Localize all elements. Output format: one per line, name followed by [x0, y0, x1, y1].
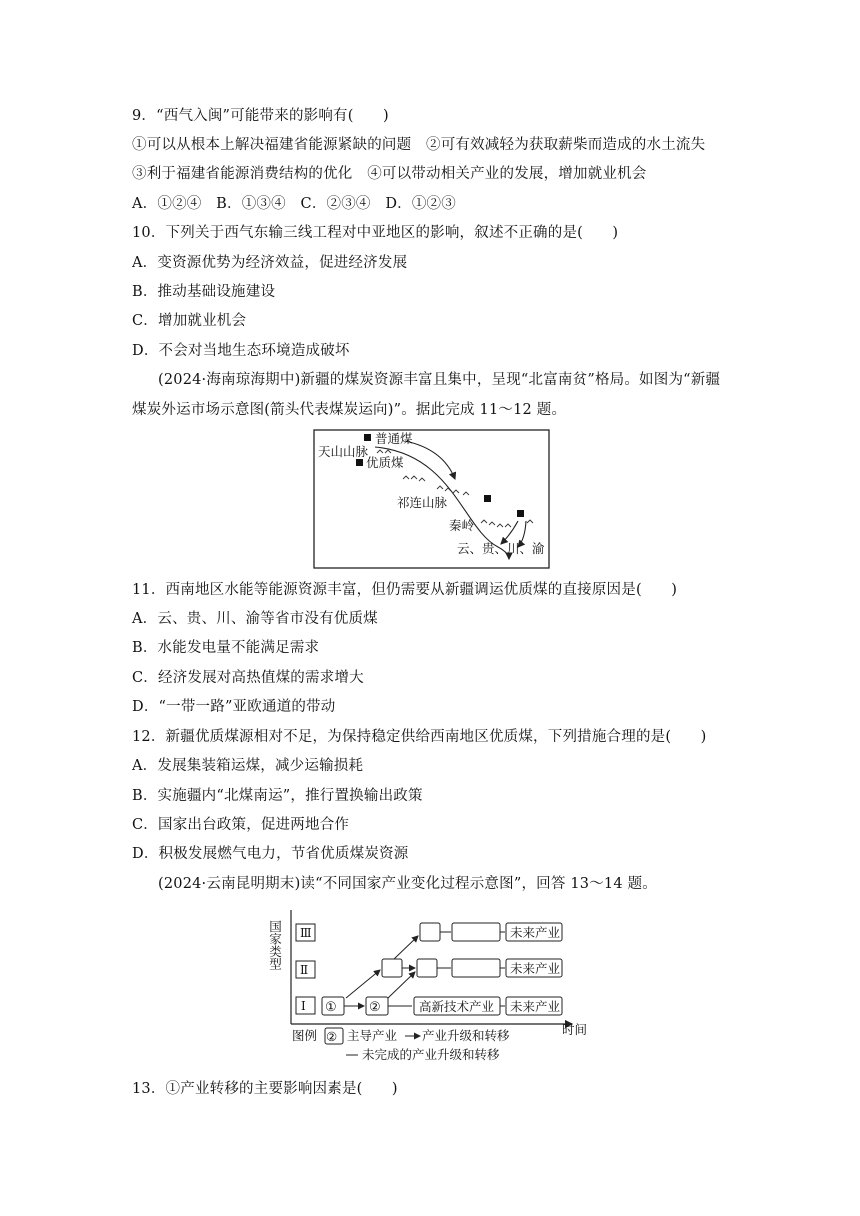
row-label-2: Ⅱ: [300, 963, 309, 977]
industry-change-diagram: [267, 906, 612, 1066]
box-future-1-label: 未来产业: [510, 999, 561, 1014]
legend-main-industry: 主导产业: [347, 1028, 398, 1043]
box-iii-b: [452, 923, 500, 941]
legend-symbol: ②: [326, 1029, 338, 1044]
x-axis-label: 时间: [562, 1022, 588, 1037]
row-label-1: Ⅰ: [301, 999, 306, 1013]
q12-option-d: D．积极发展燃气电力，节省优质煤炭资源: [132, 846, 409, 862]
label-qilian: 祁连山脉: [397, 495, 448, 510]
q9-statement-2: ③利于福建省能源消费结构的优化 ④可以带动相关产业的发展，增加就业机会: [132, 166, 647, 182]
label-tianshan: 天山山脉: [318, 444, 369, 459]
box-hitech-label: 高新技术产业: [419, 999, 495, 1014]
coal-site-1: [364, 434, 371, 441]
q10-option-b: B．推动基础设施建设: [132, 284, 276, 300]
q9-stem: 9．“西气入闽”可能带来的影响有( ): [132, 108, 389, 124]
coal-site-4: [517, 510, 524, 517]
legend-arrow-text: 产业升级和转移: [422, 1028, 510, 1043]
q9-statement-1: ①可以从根本上解决福建省能源紧缺的问题 ②可有效减轻为获取薪柴而造成的水土流失: [132, 137, 706, 153]
label-destination: 云、贵、川、渝: [457, 541, 545, 556]
q10-option-d: D．不会对当地生态环境造成破坏: [132, 343, 350, 359]
y-axis-label: [268, 920, 283, 970]
box-2-label: ②: [369, 1000, 381, 1015]
box-1-label: ①: [325, 1000, 337, 1015]
q12-option-c: C．国家出台政策，促进两地合作: [132, 817, 350, 833]
row-label-3: Ⅲ: [300, 926, 312, 940]
q12-option-a: A．发展集装箱运煤，减少运输损耗: [132, 758, 364, 774]
label-quality-coal: 优质煤: [366, 455, 404, 470]
box-ii-a: [382, 959, 402, 977]
q12-stem: 12．新疆优质煤源相对不足，为保持稳定供给西南地区优质煤，下列措施合理的是( ): [132, 729, 707, 745]
box-iii-a: [420, 923, 440, 941]
q10-option-a: A．变资源优势为经济效益，促进经济发展: [132, 255, 408, 271]
coal-site-2: [356, 459, 363, 466]
coal-site-3: [484, 495, 491, 502]
label-qinling: 秦岭: [449, 518, 475, 533]
q11-option-d: D．“一带一路”亚欧通道的带动: [132, 699, 336, 715]
legend-title: 图例: [292, 1028, 318, 1043]
box-ii-b: [417, 959, 437, 977]
q9-options: A．①②④ B．①③④ C．②③④ D．①②③: [132, 196, 456, 212]
q10-stem: 10．下列关于西气东输三线工程对中亚地区的影响，叙述不正确的是( ): [132, 225, 619, 241]
svg-text:国家类型: 国家类型: [267, 920, 283, 970]
coal-transport-map: [313, 429, 550, 569]
q11-stem: 11．西南地区水能等能源资源丰富，但仍需要从新疆调运优质煤的直接原因是( ): [132, 582, 678, 598]
legend-line-text: 未完成的产业升级和转移: [362, 1047, 500, 1062]
q13-stem: 13．①产业转移的主要影响因素是( ): [132, 1081, 398, 1097]
label-ordinary-coal: 普通煤: [375, 431, 413, 446]
q10-option-c: C．增加就业机会: [132, 313, 247, 329]
box-ii-c: [452, 959, 500, 977]
box-future-2-label: 未来产业: [510, 961, 561, 976]
intro-11-12-line1: (2024·海南琼海期中)新疆的煤炭资源丰富且集中，呈现“北富南贫”格局。如图为“新疆: [158, 372, 721, 388]
intro-11-12-line2: 煤炭外运市场示意图(箭头代表煤炭运向)”。据此完成 11～12 题。: [132, 402, 567, 418]
q12-option-b: B．实施疆内“北煤南运”，推行置换输出政策: [132, 788, 423, 804]
q11-option-c: C．经济发展对高热值煤的需求增大: [132, 670, 364, 686]
q11-option-b: B．水能发电量不能满足需求: [132, 640, 320, 656]
intro-13-14: (2024·云南昆明期末)读“不同国家产业变化过程示意图”，回答 13～14 题。: [158, 876, 657, 892]
q11-option-a: A．云、贵、川、渝等省市没有优质煤: [132, 611, 378, 627]
box-future-3-label: 未来产业: [510, 925, 561, 940]
